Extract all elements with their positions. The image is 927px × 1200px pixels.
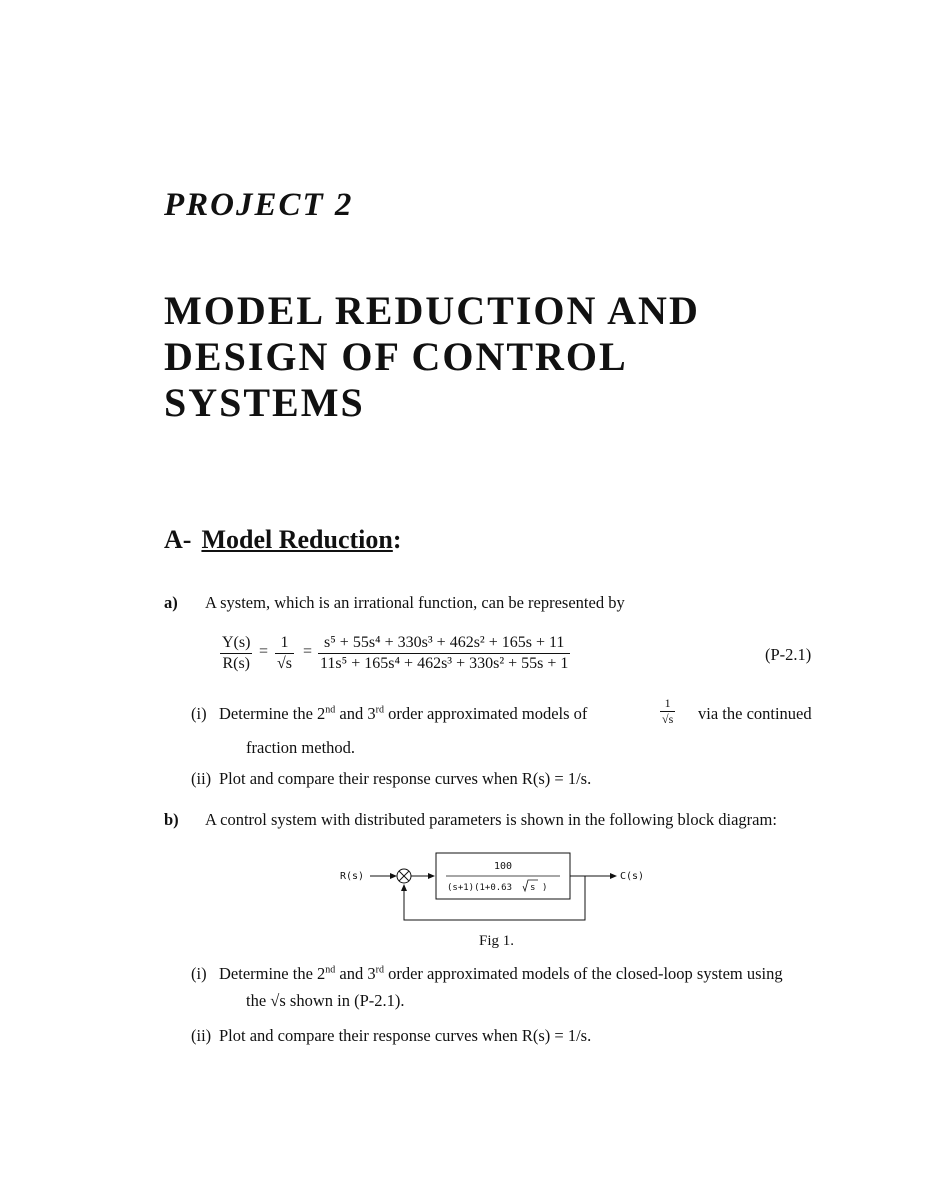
part-a-text: A system, which is an irrational function, can be represented by [205,593,625,612]
input-label: R(s) [340,871,365,882]
summing-junction [397,869,411,883]
item-b-ii-number: (ii) [191,1026,212,1045]
item-b-i-continuation: the √s shown in (P-2.1). [246,991,405,1010]
part-b-label: b) [164,810,179,829]
item-a-ii-text: Plot and compare their response curves when R(s) = 1/s. [219,769,592,788]
lhs-denominator: R(s) [222,655,250,672]
block-diagram [320,845,660,930]
sqrt-s-inline: √s [270,991,286,1010]
rational-denominator: 11s⁵ + 165s⁴ + 462s³ + 330s² + 55s + 1 [320,655,569,672]
item-a-i-continuation: fraction method. [246,738,356,757]
section-title: Model Reduction [201,525,393,554]
title-line-1: MODEL REDUCTION AND [164,288,700,333]
sqrt-fraction-denominator: √s [277,655,293,672]
item-a-i-number: (i) [191,704,207,723]
lhs-fraction [220,633,252,674]
item-a-ii-number: (ii) [191,769,212,788]
title-line-3: SYSTEMS [164,380,365,425]
title-line-2: DESIGN OF CONTROL [164,334,628,379]
output-label: C(s) [620,871,645,882]
equals-sign-2: = [303,643,313,660]
block-denominator-part-2: ) [542,883,548,893]
item-b-i-text: Determine the 2nd and 3rd order approximated models of the closed-loop system using [219,964,783,983]
rational-numerator: s⁵ + 55s⁴ + 330s³ + 462s² + 165s + 11 [318,633,570,654]
block-numerator: 100 [493,861,513,872]
project-label: PROJECT 2 [164,187,354,223]
block-denominator-sqrt: s [530,883,536,893]
figure-caption: Fig 1. [479,933,515,949]
item-a-i-text-right: via the continued [698,704,812,723]
sqrt-fraction [275,633,294,674]
page-title [164,288,700,426]
section-heading [164,522,402,558]
equals-sign-1: = [259,643,269,660]
sqrt-fraction-numerator: 1 [275,633,294,654]
section-colon: : [392,525,402,554]
item-a-i-fraction [660,696,675,727]
block-denominator-part-1: (s+1)(1+0.63 [447,883,513,893]
item-a-i-fraction-denominator: √s [662,712,674,726]
item-b-i-number: (i) [191,964,207,983]
item-b-ii-text: Plot and compare their response curves when R(s) = 1/s. [219,1026,592,1045]
lhs-numerator: Y(s) [220,633,252,654]
section-prefix: A- [164,525,192,554]
rational-fraction [318,633,570,674]
equation-tag: (P-2.1) [765,645,812,664]
part-b-text: A control system with distributed parameters is shown in the following block diagram: [205,810,777,829]
item-a-i-fraction-numerator: 1 [660,696,675,712]
part-a-label: a) [164,593,178,612]
item-a-i-text-left: Determine the 2nd and 3rd order approximated models of [219,704,588,723]
